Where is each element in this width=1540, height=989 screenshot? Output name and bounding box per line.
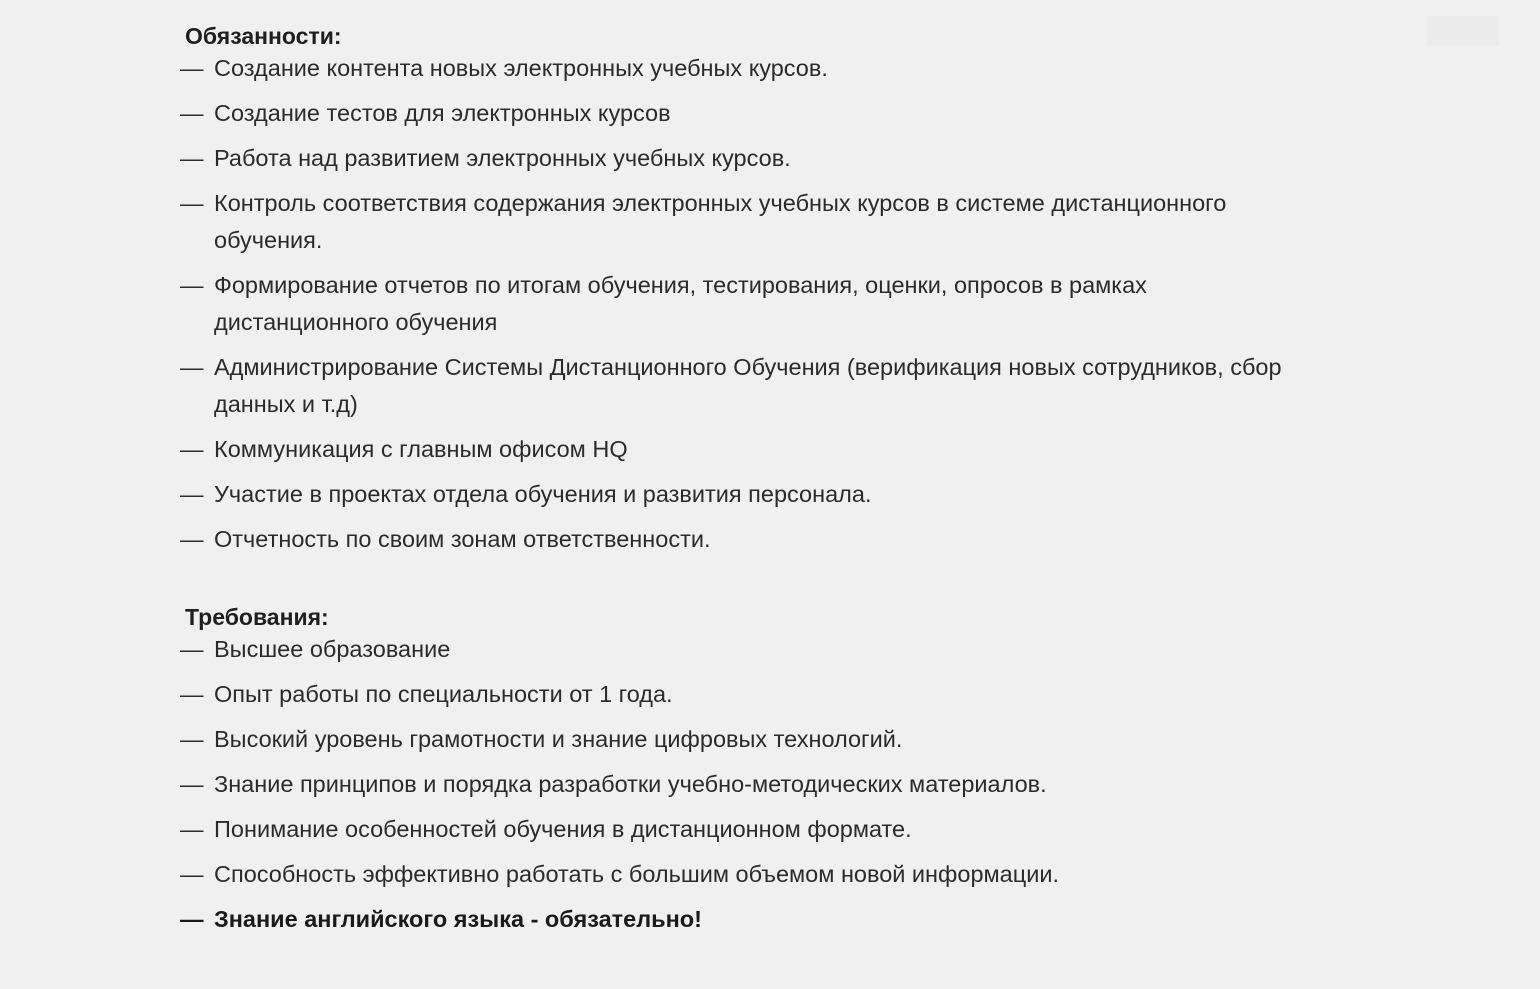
list-item: — Создание тестов для электронных курсов — [180, 95, 1320, 132]
requirements-heading: Требования: — [185, 604, 329, 630]
list-item: — Участие в проектах отдела обучения и развития персонала. — [180, 476, 1320, 513]
list-item: — Высокий уровень грамотности и знание цифровых технологий. — [180, 721, 1320, 758]
job-description — [180, 0, 1320, 946]
list-item: — Понимание особенностей обучения в дистанционном формате. — [180, 811, 1320, 848]
list-item: — Опыт работы по специальности от 1 года. — [180, 676, 1320, 713]
list-item: — Отчетность по своим зонам ответственности. — [180, 521, 1320, 558]
list-item: — Знание принципов и порядка разработки учебно-методических материалов. — [180, 766, 1320, 803]
requirements-list — [180, 631, 1320, 938]
list-item: — Работа над развитием электронных учебных курсов. — [180, 140, 1320, 177]
duties-heading: Обязанности: — [185, 23, 342, 49]
decorative-corner-patch — [1427, 16, 1499, 46]
duties-list — [180, 50, 1320, 558]
list-item: — Администрирование Системы Дистанционного Обучения (верификация новых сотрудников, сбор данных и т.д) — [180, 349, 1320, 423]
list-item: — Создание контента новых электронных учебных курсов. — [180, 50, 1320, 87]
list-item: — Контроль соответствия содержания электронных учебных курсов в системе дистанционного обучения. — [180, 185, 1320, 259]
list-item: — Коммуникация с главным офисом HQ — [180, 431, 1320, 468]
list-item: — Формирование отчетов по итогам обучения, тестирования, оценки, опросов в рамках дистанционного обучения — [180, 267, 1320, 341]
list-item-english-required: — Знание английского языка - обязательно! — [180, 901, 1320, 938]
list-item: — Способность эффективно работать с большим объемом новой информации. — [180, 856, 1320, 893]
list-item: — Высшее образование — [180, 631, 1320, 668]
